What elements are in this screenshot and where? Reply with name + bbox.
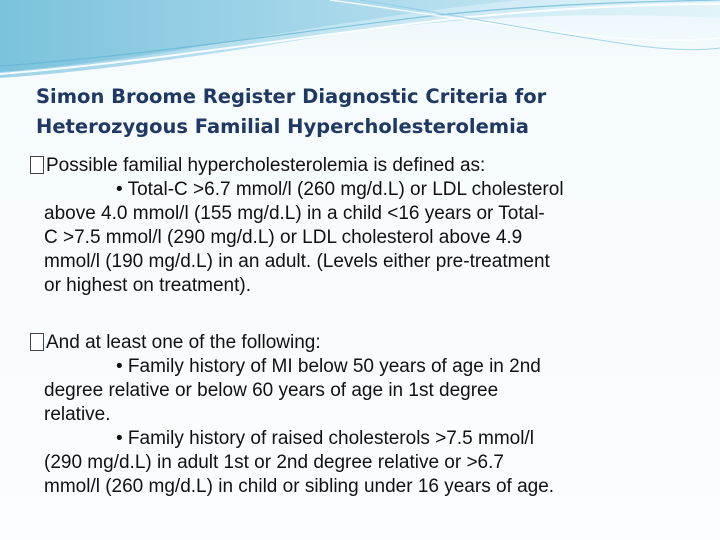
title-line-2: Heterozygous Familial Hypercholesterolemia (36, 115, 529, 138)
list-item-line: relative. (44, 404, 111, 425)
bullet-heading (30, 154, 684, 178)
decorative-wave-banner (0, 0, 720, 80)
list-item-line: above 4.0 mmol/l (155 mg/d.L) in a child <16 years or Total- (44, 203, 545, 224)
missing-glyph-box-icon (30, 156, 44, 174)
criteria-block-possible-fh (44, 154, 684, 298)
list-item-line: (290 mg/d.L) in adult 1st or 2nd degree relative or >6.7 (44, 452, 504, 473)
title-line-1: Simon Broome Register Diagnostic Criteria for (36, 85, 547, 108)
block-heading-text: Possible familial hypercholesterolemia is defined as: (46, 155, 486, 176)
list-item-line: C >7.5 mmol/l (290 mg/d.L) or LDL cholesterol above 4.9 (44, 227, 523, 248)
list-item (44, 178, 684, 298)
list-item-line: mmol/l (190 mg/d.L) in an adult. (Levels either pre-treatment (44, 251, 550, 272)
list-item-line: mmol/l (260 mg/d.L) in child or sibling under 16 years of age. (44, 476, 555, 497)
criteria-block-at-least-one (44, 331, 684, 499)
list-item (44, 355, 684, 427)
list-item (44, 427, 684, 499)
list-item-line: • Family history of raised cholesterols >7.5 mmol/l (116, 428, 534, 449)
missing-glyph-box-icon (30, 333, 44, 351)
bullet-heading (30, 331, 684, 355)
block-heading-text: And at least one of the following: (46, 332, 321, 353)
slide-title (36, 82, 696, 142)
list-item-line: • Total-C >6.7 mmol/l (260 mg/d.L) or LDL cholesterol (116, 179, 564, 200)
list-item-line: • Family history of MI below 50 years of age in 2nd (116, 356, 541, 377)
list-item-line: or highest on treatment). (44, 275, 251, 296)
list-item-line: degree relative or below 60 years of age in 1st degree (44, 380, 499, 401)
